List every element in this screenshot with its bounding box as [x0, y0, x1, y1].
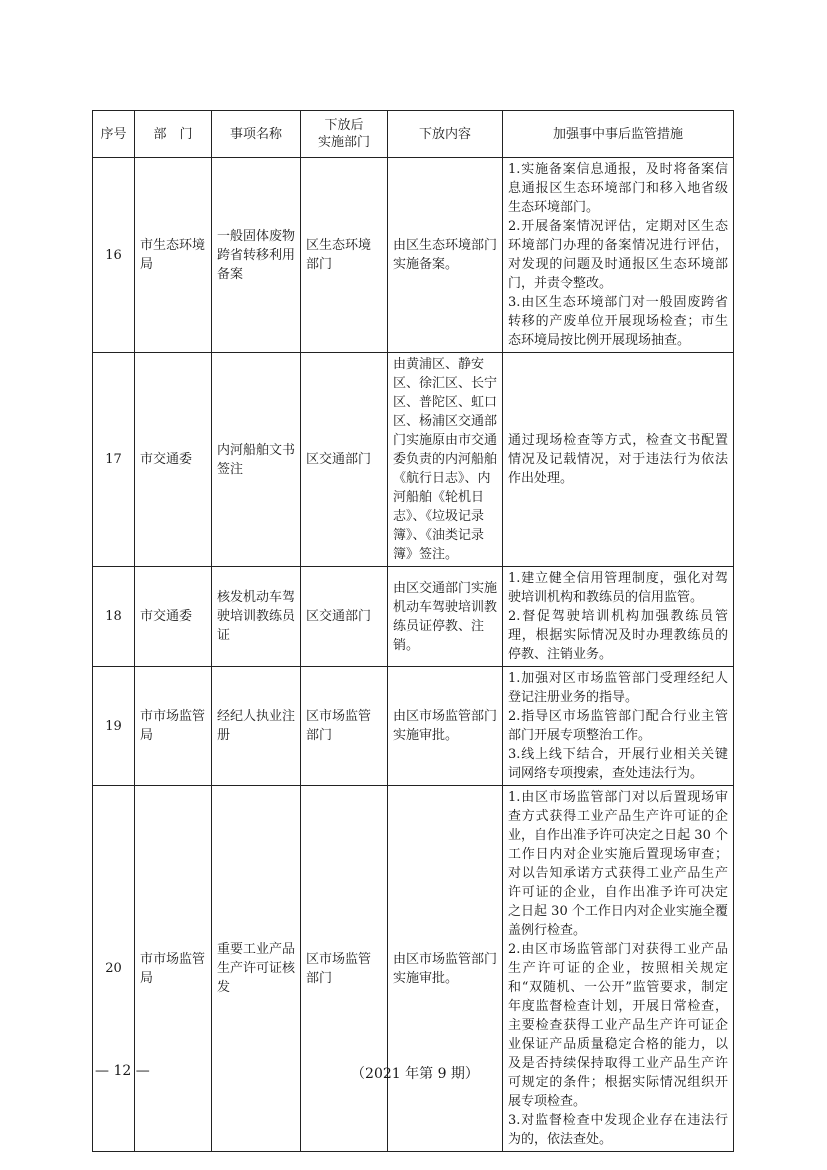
row-item: 一般固体废物跨省转移利用备案 [212, 158, 301, 353]
measure-item: 3.由区生态环境部门对一般固废跨省转移的产废单位开展现场检查；市生态环境局按比例开展现场抽查。 [508, 295, 728, 348]
measure-item: 2.督促驾驶培训机构加强教练员管理，根据实际情况及时办理教练员的停教、注销业务。 [508, 609, 728, 662]
row-impl-dept: 区交通部门 [301, 567, 388, 667]
header-measures: 加强事中事后监管措施 [503, 111, 734, 158]
table-row [93, 567, 734, 667]
row-seq: 17 [93, 353, 135, 567]
row-seq: 20 [93, 786, 135, 1152]
row-dept: 市交通委 [135, 567, 212, 667]
row-measures [503, 567, 734, 667]
page-number: — 12 — [95, 1063, 150, 1079]
table-row [93, 158, 734, 353]
measure-item: 2.开展备案情况评估，定期对区生态环境部门办理的备案情况进行评估，对发现的问题及时通报区生态环境部门，并责令整改。 [508, 219, 728, 291]
row-item: 内河船舶文书签注 [212, 353, 301, 567]
row-impl-dept: 区交通部门 [301, 353, 388, 567]
header-impl-dept-line1: 下放后 [324, 118, 364, 133]
measure-item: 1.建立健全信用管理制度，强化对驾驶培训机构和教练员的信用监管。 [508, 571, 728, 605]
table-row [93, 353, 734, 567]
row-measures [503, 353, 734, 567]
row-measures [503, 667, 734, 786]
row-content: 由区交通部门实施机动车驾驶培训教练员证停教、注销。 [388, 567, 503, 667]
row-impl-dept: 区市场监管部门 [301, 786, 388, 1152]
row-dept: 市市场监管局 [135, 786, 212, 1152]
row-item: 核发机动车驾驶培训教练员证 [212, 567, 301, 667]
row-content: 由黄浦区、静安区、徐汇区、长宁区、普陀区、虹口区、杨浦区交通部门实施原由市交通委负责的内河船舶《航行日志》、内河船舶《轮机日志》、《垃圾记录簿》、《油类记录簿》签注。 [388, 353, 503, 567]
row-item: 重要工业产品生产许可证核发 [212, 786, 301, 1152]
row-measures [503, 786, 734, 1152]
row-impl-dept: 区市场监管部门 [301, 667, 388, 786]
row-item: 经纪人执业注册 [212, 667, 301, 786]
header-impl-dept-line2: 实施部门 [317, 135, 370, 150]
table-row [93, 786, 734, 1152]
header-item: 事项名称 [212, 111, 301, 158]
issue-label: （2021 年第 9 期） [351, 1066, 479, 1082]
row-content: 由区市场监管部门实施审批。 [388, 786, 503, 1152]
row-measures [503, 158, 734, 353]
measure-item: 3.线上线下结合，开展行业相关关键词网络专项搜索，查处违法行为。 [508, 747, 728, 781]
measure-item: 3.对监督检查中发现企业存在违法行为的，依法查处。 [508, 1113, 728, 1147]
row-content: 由区生态环境部门实施备案。 [388, 158, 503, 353]
measure-item: 1.加强对区市场监管部门受理经纪人登记注册业务的指导。 [508, 671, 728, 705]
measure-item: 2.由区市场监管部门对获得工业产品生产许可证的企业，按照相关规定和“双随机、一公开”监管要求，制定年度监督检查计划，开展日常检查，主要检查获得工业产品生产许可证企业保证产品质量稳定合格的能力，以及是否持续保持取得工业产品生产许可规定的条件；根据实际情况组织开展专项检查。 [508, 942, 728, 1109]
measure-item: 通过现场检查等方式，检查文书配置情况及记载情况，对于违法行为依法作出处理。 [508, 433, 728, 486]
header-dept: 部 门 [135, 111, 212, 158]
header-seq: 序号 [93, 111, 135, 158]
row-seq: 18 [93, 567, 135, 667]
header-content: 下放内容 [388, 111, 503, 158]
table-header-row [93, 111, 734, 158]
row-dept: 市生态环境局 [135, 158, 212, 353]
row-seq: 16 [93, 158, 135, 353]
row-dept: 市交通委 [135, 353, 212, 567]
header-impl-dept [301, 111, 388, 158]
table-row [93, 667, 734, 786]
row-content: 由区市场监管部门实施审批。 [388, 667, 503, 786]
measure-item: 2.指导区市场监管部门配合行业主管部门开展专项整治工作。 [508, 709, 728, 743]
regulation-table [92, 110, 734, 1152]
measure-item: 1.实施备案信息通报，及时将备案信息通报区生态环境部门和移入地省级生态环境部门。 [508, 162, 728, 215]
row-impl-dept: 区生态环境部门 [301, 158, 388, 353]
row-seq: 19 [93, 667, 135, 786]
measure-item: 1.由区市场监管部门对以后置现场审查方式获得工业产品生产许可证的企业，自作出准予许可决定之日起 30 个工作日内对企业实施后置现场审查；对以告知承诺方式获得工业产品生产许可证的企业，自作出准予许可决定之日起 30 个工作日内对企业实施全覆盖例行检查。 [508, 790, 728, 938]
row-dept: 市市场监管局 [135, 667, 212, 786]
